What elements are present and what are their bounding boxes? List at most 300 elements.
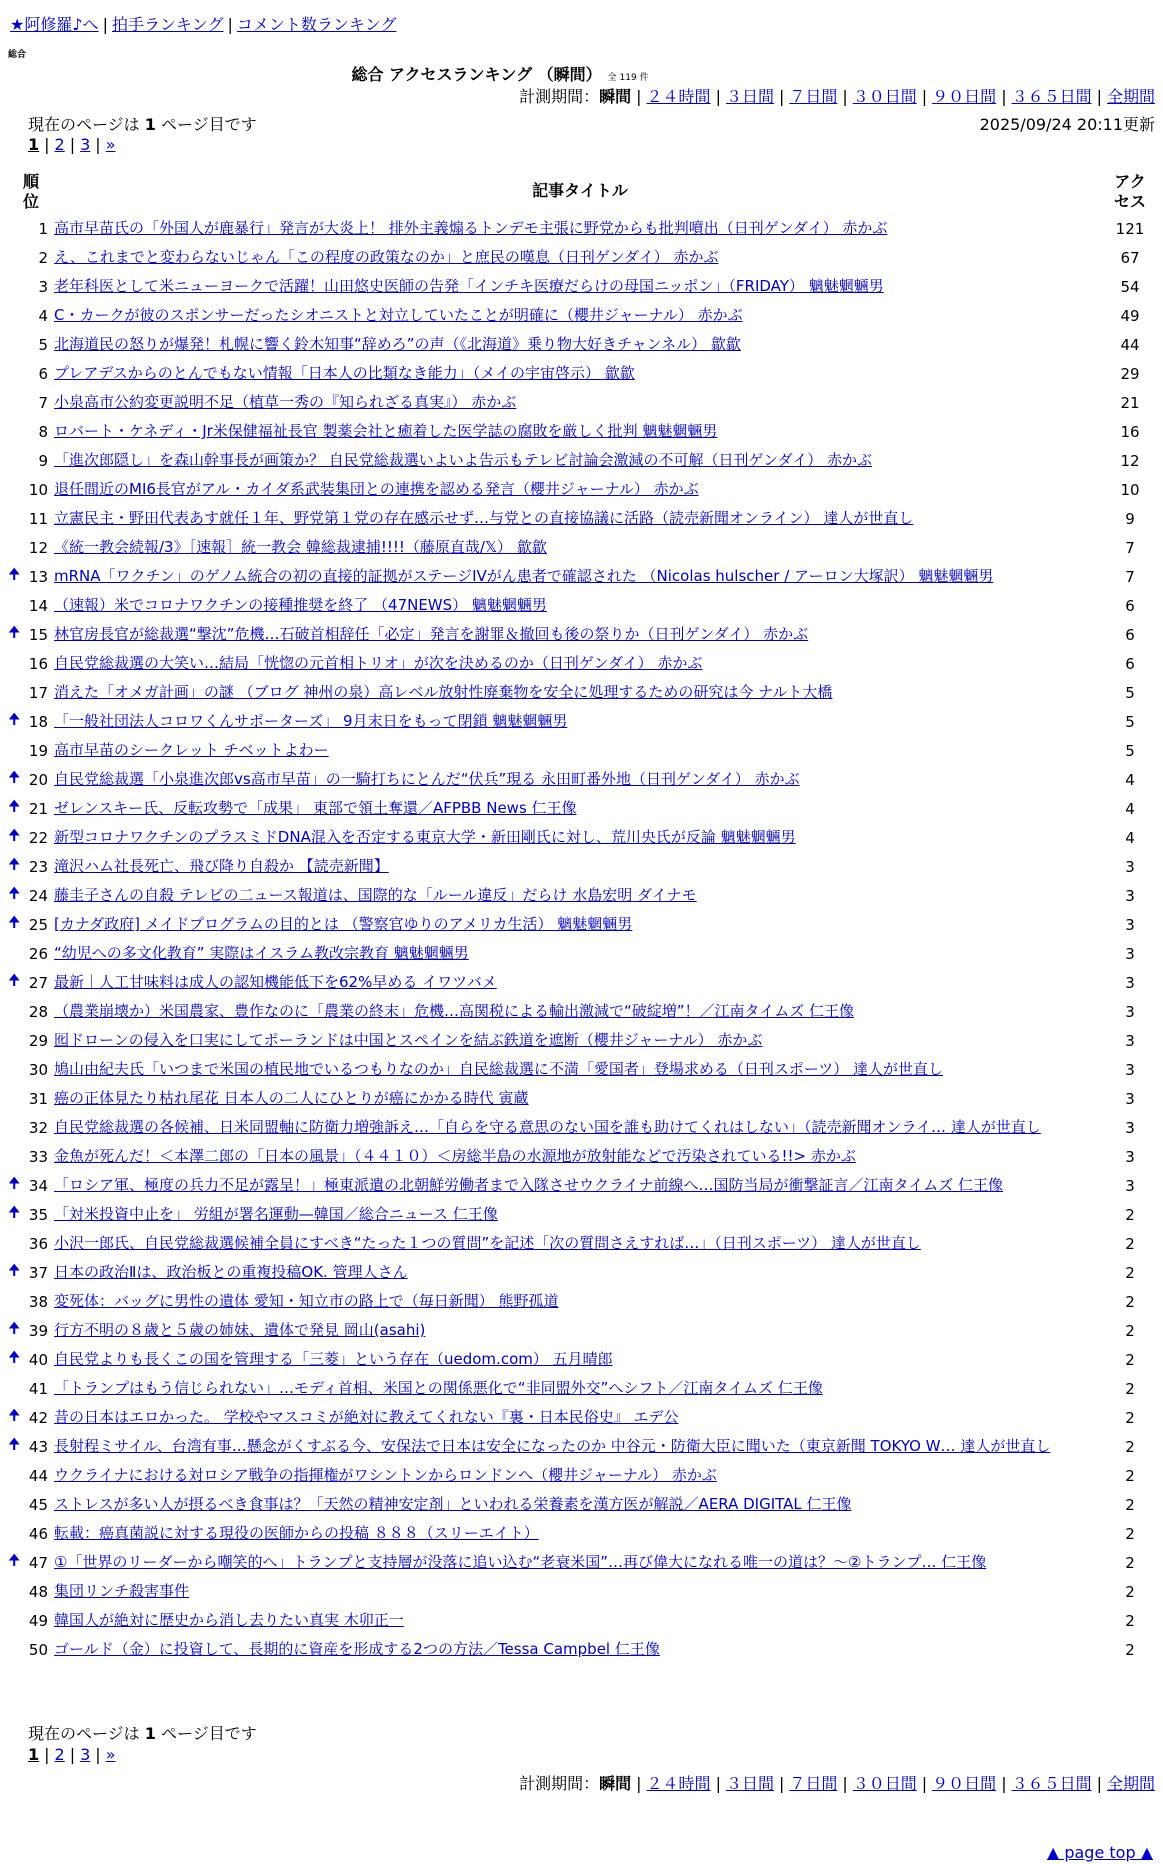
period-link[interactable]: ３６５日間 bbox=[1011, 87, 1092, 106]
up-arrow-icon: 🠉 bbox=[8, 1203, 21, 1221]
rank-change-cell bbox=[8, 707, 22, 736]
article-link[interactable]: 癌の正体見たり枯れ尾花 日本人の二人にひとりが癌にかかる時代 寅蔵 bbox=[54, 1089, 529, 1107]
rank-number: 30 bbox=[28, 1060, 48, 1079]
article-link[interactable]: 高市早苗のシークレット チベットよわー bbox=[54, 741, 329, 759]
rank-change-cell bbox=[8, 1316, 22, 1345]
title-cell bbox=[54, 620, 1106, 649]
page-info-top bbox=[28, 112, 257, 135]
access-count: 3 bbox=[1125, 1060, 1135, 1079]
title-cell bbox=[54, 243, 1106, 272]
pager-separator: | bbox=[95, 1745, 101, 1764]
rank-number: 45 bbox=[28, 1495, 48, 1514]
rank-number: 7 bbox=[38, 393, 48, 412]
access-count: 9 bbox=[1125, 509, 1135, 528]
article-link[interactable]: 小泉高市公約変更説明不足（植草一秀の『知られざる真実』） 赤かぶ bbox=[54, 393, 517, 411]
table-row bbox=[8, 1055, 1154, 1084]
table-row bbox=[8, 1490, 1154, 1519]
title-cell bbox=[54, 1258, 1106, 1287]
rank-change-cell bbox=[8, 794, 22, 823]
title-cell bbox=[54, 968, 1106, 997]
page-info-prefix: 現在のページは bbox=[28, 115, 145, 134]
period-separator: | bbox=[715, 1774, 721, 1793]
pager-separator: | bbox=[69, 1745, 76, 1764]
rank-number: 10 bbox=[28, 480, 48, 499]
up-arrow-icon: 🠉 bbox=[8, 1435, 21, 1453]
rank-change-cell bbox=[8, 1026, 22, 1055]
period-separator: | bbox=[1096, 1774, 1102, 1793]
up-arrow-icon: 🠉 bbox=[8, 971, 21, 989]
rank-change-cell bbox=[8, 533, 22, 562]
article-link[interactable]: 囮ドローンの侵入を口実にしてポーランドは中国とスペインを結ぶ鉄道を遮断（櫻井ジャーナル） 赤かぶ bbox=[54, 1031, 763, 1049]
access-count: 49 bbox=[1120, 306, 1140, 325]
period-link[interactable]: 全期間 bbox=[1106, 1774, 1155, 1793]
access-count: 2 bbox=[1125, 1553, 1135, 1572]
period-link[interactable]: 全期間 bbox=[1106, 87, 1155, 106]
access-count: 5 bbox=[1125, 741, 1135, 760]
up-arrow-icon: 🠉 bbox=[8, 1348, 21, 1366]
rank-change-cell bbox=[8, 504, 22, 533]
title-cell bbox=[54, 1519, 1106, 1548]
table-row bbox=[8, 359, 1154, 388]
rank-change-cell bbox=[8, 1519, 22, 1548]
table-row bbox=[8, 533, 1154, 562]
title-cell bbox=[54, 649, 1106, 678]
rank-change-cell bbox=[8, 678, 22, 707]
rank-number: 39 bbox=[28, 1321, 48, 1340]
rank-number: 25 bbox=[28, 915, 48, 934]
updated-timestamp: 2025/09/24 20:11更新 bbox=[979, 115, 1155, 134]
up-arrow-icon: 🠉 bbox=[8, 768, 21, 786]
table-row bbox=[8, 1113, 1154, 1142]
access-count: 54 bbox=[1120, 277, 1140, 296]
rank-number: 49 bbox=[28, 1611, 48, 1630]
page-info-suffix: ページ目です bbox=[155, 1724, 257, 1743]
access-count: 21 bbox=[1120, 393, 1140, 412]
rank-number: 11 bbox=[28, 509, 48, 528]
table-row bbox=[8, 765, 1154, 794]
article-link[interactable]: プレアデスからのとんでもない情報「日本人の比類なき能力」（メイの宇宙啓示） 歙歙 bbox=[54, 364, 635, 382]
access-count: 2 bbox=[1125, 1524, 1135, 1543]
access-count: 2 bbox=[1125, 1408, 1135, 1427]
rank-number: 36 bbox=[28, 1234, 48, 1253]
article-link[interactable]: 老年科医として米ニューヨークで活躍！山田悠史医師の告発「インチキ医療だらけの母国ニッポン」（FRIDAY） 魑魅魍魎男 bbox=[54, 277, 884, 295]
table-row bbox=[8, 1200, 1154, 1229]
table-row bbox=[8, 968, 1154, 997]
rank-change-cell bbox=[8, 388, 22, 417]
table-row bbox=[8, 1374, 1154, 1403]
table-row bbox=[8, 1577, 1154, 1606]
period-separator: | bbox=[921, 1774, 928, 1793]
period-separator: | bbox=[636, 1774, 642, 1793]
rank-change-cell bbox=[8, 765, 22, 794]
rank-change-cell bbox=[8, 1635, 22, 1664]
table-row bbox=[8, 1403, 1154, 1432]
article-link[interactable]: （農業崩壊か）米国農家、豊作なのに「農業の終末」危機…高関税による輸出激減で“破綻増”！／江南タイムズ 仁王像 bbox=[54, 1002, 855, 1020]
article-link[interactable]: 滝沢ハム社長死亡、飛び降り自殺か 【読売新聞】 bbox=[54, 857, 389, 875]
rank-change-cell bbox=[8, 852, 22, 881]
table-row bbox=[8, 823, 1154, 852]
access-count: 3 bbox=[1125, 1089, 1135, 1108]
table-row bbox=[8, 1142, 1154, 1171]
title-cell bbox=[54, 1403, 1106, 1432]
article-link[interactable]: 自民党よりも長くこの国を管理する「三菱」という存在（uedom.com） 五月晴郎 bbox=[54, 1350, 613, 1368]
title-cell bbox=[54, 1432, 1106, 1461]
pager-separator: | bbox=[44, 1745, 50, 1764]
access-count: 2 bbox=[1125, 1466, 1135, 1485]
home-link[interactable]: ★阿修羅♪へ bbox=[10, 15, 99, 34]
access-count: 3 bbox=[1125, 886, 1135, 905]
title-cell bbox=[54, 330, 1106, 359]
period-link[interactable]: ２４時間 bbox=[646, 87, 711, 106]
category-label: 総合 bbox=[8, 50, 27, 60]
rank-number: 29 bbox=[28, 1031, 48, 1050]
rank-number: 35 bbox=[28, 1205, 48, 1224]
page-top-link[interactable]: ▲ page top ▲ bbox=[1046, 1843, 1153, 1862]
rank-change-cell bbox=[8, 1548, 22, 1577]
period-selector-top bbox=[519, 84, 1155, 107]
article-link[interactable]: 長射程ミサイル、台湾有事…懸念がくすぶる今、安保法で日本は安全になったのか 中谷元・防衛大臣に聞いた（東京新聞 TOKYO W… 達人が世直し bbox=[54, 1437, 1051, 1455]
rank-change-cell bbox=[8, 881, 22, 910]
title-cell bbox=[54, 1577, 1106, 1606]
table-row bbox=[8, 1171, 1154, 1200]
period-current: 瞬間 bbox=[599, 87, 632, 106]
up-arrow-icon: 🠉 bbox=[8, 913, 21, 931]
total-count: 全 119 件 bbox=[607, 73, 649, 83]
title-cell bbox=[54, 533, 1106, 562]
title-column-header: 記事タイトル bbox=[532, 180, 628, 200]
pagination-top bbox=[28, 135, 115, 154]
article-link[interactable]: ゴールド（金）に投資して、長期的に資産を形成する2つの方法／Tessa Campbel 仁王像 bbox=[54, 1640, 660, 1658]
title-cell bbox=[54, 707, 1106, 736]
access-count: 7 bbox=[1125, 567, 1135, 586]
table-row bbox=[8, 388, 1154, 417]
rank-change-cell bbox=[8, 272, 22, 301]
up-arrow-icon: 🠉 bbox=[8, 1406, 21, 1424]
title-cell bbox=[54, 1287, 1106, 1316]
access-count: 44 bbox=[1120, 335, 1140, 354]
rank-number: 21 bbox=[28, 799, 48, 818]
article-link[interactable]: 自民党総裁選「小泉進次郎vs高市早苗」の一騎打ちにとんだ“伏兵”現る 永田町番外地（日刊ゲンダイ） 赤かぶ bbox=[54, 770, 800, 788]
rank-change-cell bbox=[8, 1345, 22, 1374]
article-link[interactable]: “幼児への多文化教育” 実際はイスラム教改宗教育 魑魅魍魎男 bbox=[54, 944, 469, 962]
table-row bbox=[8, 330, 1154, 359]
title-cell bbox=[54, 997, 1106, 1026]
access-count: 6 bbox=[1125, 625, 1135, 644]
pager-link[interactable]: 3 bbox=[80, 1745, 91, 1764]
article-link[interactable]: 退任間近のMI6長官がアル・カイダ系武装集団との連携を認める発言（櫻井ジャーナル） 赤かぶ bbox=[54, 480, 699, 498]
table-row bbox=[8, 1026, 1154, 1055]
article-link[interactable]: [カナダ政府] メイドプログラムの目的とは （警察官ゆりのアメリカ生活） 魑魅魍魎男 bbox=[54, 915, 633, 933]
rank-number: 6 bbox=[38, 364, 48, 383]
article-link[interactable]: 最新｜人工甘味料は成人の認知機能低下を62%早める イワツバメ bbox=[54, 973, 497, 991]
rank-change-cell bbox=[8, 475, 22, 504]
article-link[interactable]: え、これまでと変わらないじゃん「この程度の政策なのか」と庶民の嘆息（日刊ゲンダイ） 赤かぶ bbox=[54, 248, 719, 266]
rank-change-cell bbox=[8, 214, 22, 243]
ranking-rows bbox=[8, 214, 1154, 1664]
rank-number: 26 bbox=[28, 944, 48, 963]
table-row bbox=[8, 1345, 1154, 1374]
comment-ranking-link[interactable]: コメント数ランキング bbox=[236, 15, 397, 34]
article-link[interactable]: 自民党総裁選の大笑い…結局「恍惚の元首相トリオ」が次を決めるのか（日刊ゲンダイ） 赤かぶ bbox=[54, 654, 703, 672]
title-cell bbox=[54, 1171, 1106, 1200]
clap-ranking-link[interactable]: 拍手ランキング bbox=[111, 15, 224, 34]
table-row bbox=[8, 1606, 1154, 1635]
period-link[interactable]: ３６５日間 bbox=[1011, 1774, 1092, 1793]
up-arrow-icon: 🠉 bbox=[8, 884, 21, 902]
article-link[interactable]: 集団リンチ殺害事件 bbox=[54, 1582, 190, 1600]
table-row bbox=[8, 243, 1154, 272]
rank-number: 34 bbox=[28, 1176, 48, 1195]
rank-change-cell bbox=[8, 1258, 22, 1287]
rank-number: 18 bbox=[28, 712, 48, 731]
article-link[interactable]: mRNA「ワクチン」のゲノム統合の初の直接的証拠がステージIVがん患者で確認された （Nicolas hulscher / アーロン大塚訳） 魑魅魍魎男 bbox=[54, 567, 994, 585]
article-link[interactable]: （速報）米でコロナワクチンの接種推奨を終了 （47NEWS） 魑魅魍魎男 bbox=[54, 596, 547, 614]
pager-link[interactable]: 2 bbox=[54, 1745, 65, 1764]
period-separator: | bbox=[842, 87, 848, 106]
rank-change-cell bbox=[8, 649, 22, 678]
period-link[interactable]: ７日間 bbox=[789, 1774, 838, 1793]
access-count: 2 bbox=[1125, 1640, 1135, 1659]
article-link[interactable]: 林官房長官が総裁選“撃沈”危機…石破首相辞任「必定」発言を謝罪＆撤回も後の祭りか（日刊ゲンダイ） 赤かぶ bbox=[54, 625, 809, 643]
up-arrow-icon: 🠉 bbox=[8, 710, 21, 728]
pager-link[interactable]: 2 bbox=[54, 135, 65, 154]
page-info-bottom bbox=[28, 1721, 257, 1744]
rank-change-cell bbox=[8, 1113, 22, 1142]
table-row bbox=[8, 649, 1154, 678]
article-link[interactable]: 金魚が死んだ！＜本澤二郎の「日本の風景」（４４１０）＜房総半島の水源地が放射能などで汚染されている!!> 赤かぶ bbox=[54, 1147, 856, 1165]
access-count: 2 bbox=[1125, 1292, 1135, 1311]
title-cell bbox=[54, 214, 1106, 243]
rank-number: 27 bbox=[28, 973, 48, 992]
article-link[interactable]: 「対米投資中止を」 労組が署名運動—韓国／総合ニュース 仁王像 bbox=[54, 1205, 498, 1223]
title-cell bbox=[54, 794, 1106, 823]
up-arrow-icon: 🠉 bbox=[8, 797, 21, 815]
table-row bbox=[8, 678, 1154, 707]
title-cell bbox=[54, 765, 1106, 794]
table-row bbox=[8, 736, 1154, 765]
rank-change-cell bbox=[8, 939, 22, 968]
article-link[interactable]: 「一般社団法人コロワくんサポーターズ」 9月末日をもって閉鎖 魑魅魍魎男 bbox=[54, 712, 568, 730]
period-current: 瞬間 bbox=[599, 1774, 632, 1793]
rank-change-cell bbox=[8, 620, 22, 649]
rank-change-cell bbox=[8, 997, 22, 1026]
article-link[interactable]: 「進次郎隠し」を森山幹事長が画策か？ 自民党総裁選いよいよ告示もテレビ討論会激減の不可解（日刊ゲンダイ） 赤かぶ bbox=[54, 451, 873, 469]
access-count: 2 bbox=[1125, 1350, 1135, 1369]
title-cell bbox=[54, 562, 1106, 591]
rank-change-cell bbox=[8, 301, 22, 330]
rank-change-cell bbox=[8, 1577, 22, 1606]
rank-change-cell bbox=[8, 910, 22, 939]
table-row bbox=[8, 794, 1154, 823]
article-link[interactable]: 《統一教会続報/3》［速報］統一教会 韓総裁逮捕!!!!（藤原直哉/𝕏） 歙歙 bbox=[54, 538, 547, 556]
article-link[interactable]: 自民党総裁選の各候補、日米同盟軸に防衛力増強訴え…「自らを守る意思のない国を誰も助けてくれはしない」（読売新聞オンライ… 達人が世直し bbox=[54, 1118, 1041, 1136]
article-link[interactable]: 昔の日本はエロかった。 学校やマスコミが絶対に教えてくれない『裏・日本民俗史』 エデ公 bbox=[54, 1408, 679, 1426]
title-cell bbox=[54, 910, 1106, 939]
period-link[interactable]: ９０日間 bbox=[932, 87, 997, 106]
article-link[interactable]: ①「世界のリーダーから嘲笑的へ」トランプと支持層が没落に追い込む“老衰米国”…再び偉大になれる唯一の道は？～②トランプ… 仁王像 bbox=[54, 1553, 987, 1571]
rank-number: 9 bbox=[38, 451, 48, 470]
access-count: 2 bbox=[1125, 1321, 1135, 1340]
table-row bbox=[8, 1432, 1154, 1461]
access-count: 3 bbox=[1125, 1147, 1135, 1166]
pager-next[interactable]: » bbox=[105, 1745, 116, 1764]
access-count: 4 bbox=[1125, 828, 1135, 847]
access-count: 3 bbox=[1125, 973, 1135, 992]
up-arrow-icon: 🠉 bbox=[8, 1551, 21, 1569]
pagination-bottom bbox=[28, 1745, 115, 1764]
table-row bbox=[8, 446, 1154, 475]
access-count: 3 bbox=[1125, 1031, 1135, 1050]
rank-number: 23 bbox=[28, 857, 48, 876]
title-cell bbox=[54, 272, 1106, 301]
period-label: 計測期間： bbox=[519, 1774, 600, 1793]
period-link[interactable]: ７日間 bbox=[789, 87, 838, 106]
article-link[interactable]: 消えた「オメガ計画」の謎 （ブログ 神州の泉）高レベル放射性廃棄物を安全に処理するための研究は今 ナルト大橋 bbox=[54, 683, 833, 701]
article-link[interactable]: 小沢一郎氏、自民党総裁選候補全員にすべき“たった１つの質問”を記述「次の質問さえすれば…」（日刊スポーツ） 達人が世直し bbox=[54, 1234, 921, 1252]
table-row bbox=[8, 301, 1154, 330]
access-count: 3 bbox=[1125, 944, 1135, 963]
article-link[interactable]: 韓国人が絶対に歴史から消し去りたい真実 木卯正一 bbox=[54, 1611, 404, 1629]
access-count: 29 bbox=[1120, 364, 1140, 383]
rank-number: 47 bbox=[28, 1553, 48, 1572]
pager-current: 1 bbox=[28, 1745, 40, 1764]
rank-change-cell bbox=[8, 968, 22, 997]
rank-change-cell bbox=[8, 1084, 22, 1113]
title-cell bbox=[54, 1374, 1106, 1403]
table-row bbox=[8, 272, 1154, 301]
pager-current: 1 bbox=[28, 135, 40, 154]
access-count: 16 bbox=[1120, 422, 1140, 441]
article-link[interactable]: 藤圭子さんの自殺 テレビの二ュース報道は、国際的な「ルール違反」だらけ 水島宏明 ダイナモ bbox=[54, 886, 697, 904]
article-link[interactable]: ストレスが多い人が摂るべき食事は？「天然の精神安定剤」といわれる栄養素を漢方医が解説／AERA DIGITAL 仁王像 bbox=[54, 1495, 852, 1513]
table-row bbox=[8, 1287, 1154, 1316]
table-row bbox=[8, 504, 1154, 533]
article-link[interactable]: 「ロシア軍、極度の兵力不足が露呈！」極東派遣の北朝鮮労働者まで入隊させウクライナ前線へ…国防当局が衝撃証言／江南タイムズ 仁王像 bbox=[54, 1176, 1004, 1194]
rank-number: 3 bbox=[38, 277, 48, 296]
access-count: 5 bbox=[1125, 683, 1135, 702]
rank-change-cell bbox=[8, 1229, 22, 1258]
period-link[interactable]: ３日間 bbox=[725, 1774, 774, 1793]
article-link[interactable]: 転載：癌真菌説に対する現役の医師からの投稿 ８８８（スリーエイト） bbox=[54, 1524, 539, 1542]
table-header-row bbox=[8, 164, 1154, 214]
access-count: 2 bbox=[1125, 1582, 1135, 1601]
up-arrow-icon: 🠉 bbox=[8, 1174, 21, 1192]
article-link[interactable]: 日本の政治Ⅱは、政治板との重複投稿OK. 管理人さん bbox=[54, 1263, 408, 1281]
article-link[interactable]: 「トランプはもう信じられない」…モディ首相、米国との関係悪化で“非同盟外交”へシフト／江南タイムズ 仁王像 bbox=[54, 1379, 823, 1397]
rank-number: 8 bbox=[38, 422, 48, 441]
title-cell bbox=[54, 1316, 1106, 1345]
article-link[interactable]: 行方不明の８歳と５歳の姉妹、遺体で発見 岡山(asahi) bbox=[54, 1321, 426, 1339]
top-navigation: ★阿修羅♪へ | 拍手ランキング | コメント数ランキング bbox=[10, 15, 397, 34]
rank-change-cell bbox=[8, 1461, 22, 1490]
access-count: 67 bbox=[1120, 248, 1140, 267]
rank-change-cell bbox=[8, 1490, 22, 1519]
up-arrow-icon: 🠉 bbox=[8, 826, 21, 844]
title-cell bbox=[54, 446, 1106, 475]
table-row bbox=[8, 417, 1154, 446]
period-separator: | bbox=[1001, 87, 1007, 106]
title-cell bbox=[54, 1200, 1106, 1229]
table-row bbox=[8, 910, 1154, 939]
table-row bbox=[8, 1229, 1154, 1258]
access-count: 3 bbox=[1125, 1002, 1135, 1021]
title-cell bbox=[54, 1113, 1106, 1142]
access-count: 7 bbox=[1125, 538, 1135, 557]
article-link[interactable]: ロバート・ケネディ・Jr米保健福祉長官 製薬会社と癒着した医学誌の腐敗を厳しく批判 魑魅魍魎男 bbox=[54, 422, 718, 440]
current-page-number: 1 bbox=[144, 115, 156, 134]
up-arrow-icon: 🠉 bbox=[8, 623, 21, 641]
period-link[interactable]: ３０日間 bbox=[852, 87, 917, 106]
rank-number: 32 bbox=[28, 1118, 48, 1137]
article-link[interactable]: ウクライナにおける対ロシア戦争の指揮権がワシントンからロンドンへ（櫻井ジャーナル） 赤かぶ bbox=[54, 1466, 717, 1484]
title-cell bbox=[54, 678, 1106, 707]
pager-link[interactable]: 3 bbox=[80, 135, 91, 154]
title-cell bbox=[54, 417, 1106, 446]
access-count: 12 bbox=[1120, 451, 1140, 470]
period-link[interactable]: ３日間 bbox=[725, 87, 774, 106]
period-link[interactable]: ９０日間 bbox=[932, 1774, 997, 1793]
table-row bbox=[8, 881, 1154, 910]
table-row bbox=[8, 620, 1154, 649]
title-cell bbox=[54, 1229, 1106, 1258]
title-cell bbox=[54, 591, 1106, 620]
rank-number: 20 bbox=[28, 770, 48, 789]
access-count: 2 bbox=[1125, 1379, 1135, 1398]
period-link[interactable]: ３０日間 bbox=[852, 1774, 917, 1793]
rank-change-cell bbox=[8, 1200, 22, 1229]
rank-number: 42 bbox=[28, 1408, 48, 1427]
period-separator: | bbox=[778, 87, 785, 106]
article-link[interactable]: 高市早苗氏の「外国人が鹿暴行」発言が大炎上！ 排外主義煽るトンデモ主張に野党からも批判噴出（日刊ゲンダイ） 赤かぶ bbox=[54, 219, 888, 237]
table-row bbox=[8, 707, 1154, 736]
rank-number: 17 bbox=[28, 683, 48, 702]
article-link[interactable]: ゼレンスキー氏、反転攻勢で「成果」 東部で領土奪還／AFPBB News 仁王像 bbox=[54, 799, 577, 817]
rank-change-cell bbox=[8, 1142, 22, 1171]
period-separator: | bbox=[842, 1774, 848, 1793]
rank-change-cell bbox=[8, 1055, 22, 1084]
access-count: 2 bbox=[1125, 1495, 1135, 1514]
rank-number: 1 bbox=[38, 219, 48, 238]
article-link[interactable]: 新型コロナワクチンのプラスミドDNA混入を否定する東京大学・新田剛氏に対し、荒川央氏が反論 魑魅魍魎男 bbox=[54, 828, 796, 846]
title-cell bbox=[54, 301, 1106, 330]
pager-next[interactable]: » bbox=[105, 135, 116, 154]
access-count: 3 bbox=[1125, 915, 1135, 934]
rank-number: 43 bbox=[28, 1437, 48, 1456]
title-cell bbox=[54, 939, 1106, 968]
article-link[interactable]: C・カークが彼のスポンサーだったシオニストと対立していたことが明確に（櫻井ジャーナル） 赤かぶ bbox=[54, 306, 743, 324]
page-info-prefix: 現在のページは bbox=[28, 1724, 145, 1743]
article-link[interactable]: 立憲民主・野田代表あす就任１年、野党第１党の存在感示せず…与党との直接協議に活路（読売新聞オンライン） 達人が世直し bbox=[54, 509, 914, 527]
current-page-number: 1 bbox=[144, 1724, 156, 1743]
article-link[interactable]: 鳩山由紀夫氏「いつまで米国の植民地でいるつもりなのか」自民総裁選に不満「愛国者」登場求める（日刊スポーツ） 達人が世直し bbox=[54, 1060, 944, 1078]
article-link[interactable]: 北海道民の怒りが爆発！札幌に響く鈴木知事“辞めろ”の声（《北海道》乗り物大好きチャンネル） 歙歙 bbox=[54, 335, 741, 353]
rank-change-cell bbox=[8, 1287, 22, 1316]
up-arrow-icon: 🠉 bbox=[8, 565, 21, 583]
table-row bbox=[8, 214, 1154, 243]
rank-number: 37 bbox=[28, 1263, 48, 1282]
title-cell bbox=[54, 1026, 1106, 1055]
table-row bbox=[8, 1635, 1154, 1664]
rank-number: 46 bbox=[28, 1524, 48, 1543]
period-link[interactable]: ２４時間 bbox=[646, 1774, 711, 1793]
rank-number: 31 bbox=[28, 1089, 48, 1108]
article-link[interactable]: 変死体：バッグに男性の遺体 愛知・知立市の路上で（毎日新聞） 熊野孤道 bbox=[54, 1292, 559, 1310]
period-separator: | bbox=[921, 87, 928, 106]
table-row bbox=[8, 562, 1154, 591]
rank-change-cell bbox=[8, 1432, 22, 1461]
pager-separator: | bbox=[69, 135, 76, 154]
title-cell bbox=[54, 881, 1106, 910]
